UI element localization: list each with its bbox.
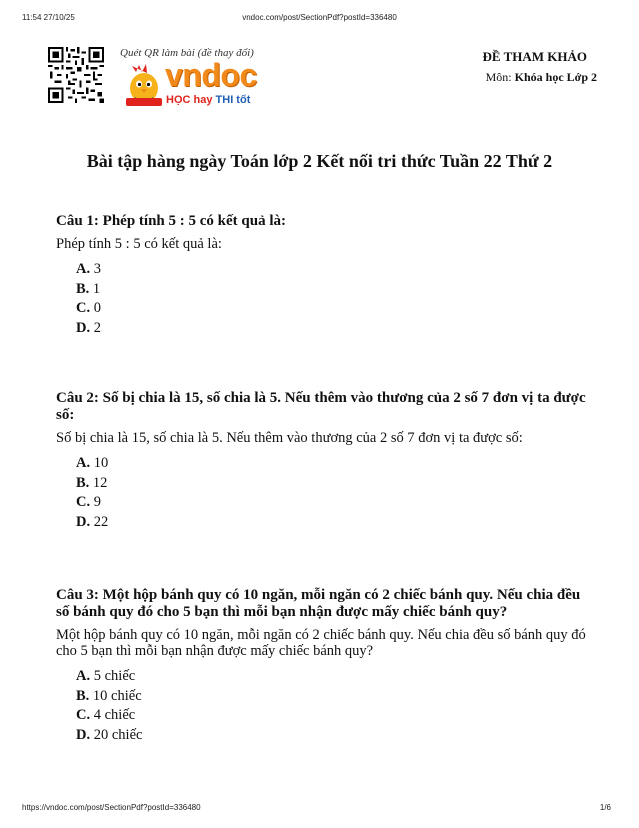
slogan-part2: THI tốt [215, 94, 251, 106]
page-title: Bài tập hàng ngày Toán lớp 2 Kết nối tri thức Tuần 22 Thứ 2 [86, 151, 553, 171]
answer-options [56, 260, 586, 338]
option-b[interactable] [76, 280, 586, 300]
option-letter: D. [76, 319, 91, 336]
qr-caption: Quét QR làm bài (đề thay đổi) [120, 47, 254, 59]
question-heading: Câu 2: Số bị chia là 15, số chia là 5. Nếu thêm vào thương của 2 số 7 đơn vị ta được số: [56, 390, 586, 423]
chicken-mascot-icon [124, 62, 164, 108]
option-text: 2 [93, 319, 101, 336]
print-datetime: 11:54 27/10/25 [22, 13, 75, 22]
page-number: 1/6 [599, 803, 611, 812]
option-d[interactable] [76, 726, 586, 746]
option-letter: D. [76, 513, 91, 530]
question-text: Số bị chia là 15, số chia là 5. Nếu thêm vào thương của 2 số 7 đơn vị ta được số: [56, 430, 523, 446]
option-b[interactable] [76, 687, 586, 707]
question-text: Phép tính 5 : 5 có kết quả là: [56, 236, 222, 252]
question-heading: Câu 3: Một hộp bánh quy có 10 ngăn, mỗi ngăn có 2 chiếc bánh quy. Nếu chia đều số bánh quy đó cho 5 bạn thì mỗi bạn nhận được mấy chiếc bánh quy? [56, 587, 581, 620]
option-letter: A. [76, 455, 91, 471]
option-letter: B. [76, 280, 90, 297]
option-b[interactable] [76, 474, 586, 494]
option-text: 22 [93, 513, 109, 530]
footer-url: https://vndoc.com/post/SectionPdf?postId=336480 [22, 803, 201, 812]
subject-label: Môn: [485, 70, 512, 84]
answer-options [56, 667, 586, 745]
vndoc-wordmark: vndoc [165, 57, 257, 93]
option-text: 9 [93, 494, 101, 510]
option-letter: B. [76, 474, 90, 491]
subject-value: Khóa học Lớp 2 [514, 70, 597, 84]
question-3 [56, 587, 586, 745]
option-text: 0 [93, 300, 101, 316]
subject-line [486, 70, 597, 85]
question-1 [56, 213, 586, 338]
option-text: 5 chiếc [93, 668, 136, 684]
option-a[interactable] [76, 667, 586, 687]
question-2 [56, 390, 586, 532]
question-heading: Câu 1: Phép tính 5 : 5 có kết quả là: [56, 213, 287, 229]
option-d[interactable] [76, 319, 586, 339]
option-letter: A. [76, 261, 91, 277]
answer-options [56, 454, 586, 532]
option-letter: C. [76, 707, 91, 723]
option-a[interactable] [76, 454, 586, 474]
option-text: 4 chiếc [93, 707, 136, 723]
option-text: 10 [93, 455, 109, 471]
option-c[interactable] [76, 299, 586, 319]
option-text: 20 chiếc [93, 726, 143, 743]
option-a[interactable] [76, 260, 586, 280]
option-text: 10 chiếc [92, 687, 142, 704]
question-text: Một hộp bánh quy có 10 ngăn, mỗi ngăn có 2 chiếc bánh quy. Nếu chia đều số bánh quy đó cho 5 bạn thì mỗi bạn nhận được mấy chiếc bánh quy? [56, 627, 586, 659]
exam-type: ĐỀ THAM KHẢO [482, 49, 587, 64]
option-letter: C. [76, 494, 91, 510]
option-d[interactable] [76, 513, 586, 533]
option-letter: B. [76, 687, 90, 704]
vndoc-logo[interactable] [118, 47, 278, 111]
option-c[interactable] [76, 706, 586, 726]
qr-code-icon[interactable] [48, 47, 104, 103]
print-url: vndoc.com/post/SectionPdf?postId=336480 [242, 13, 397, 22]
option-text: 3 [93, 261, 101, 277]
option-letter: D. [76, 726, 91, 743]
option-letter: A. [76, 668, 91, 684]
option-text: 1 [92, 280, 101, 297]
slogan [166, 94, 250, 106]
option-text: 12 [92, 474, 108, 491]
slogan-part1: HỌC hay [166, 94, 213, 106]
option-c[interactable] [76, 493, 586, 513]
option-letter: C. [76, 300, 91, 316]
